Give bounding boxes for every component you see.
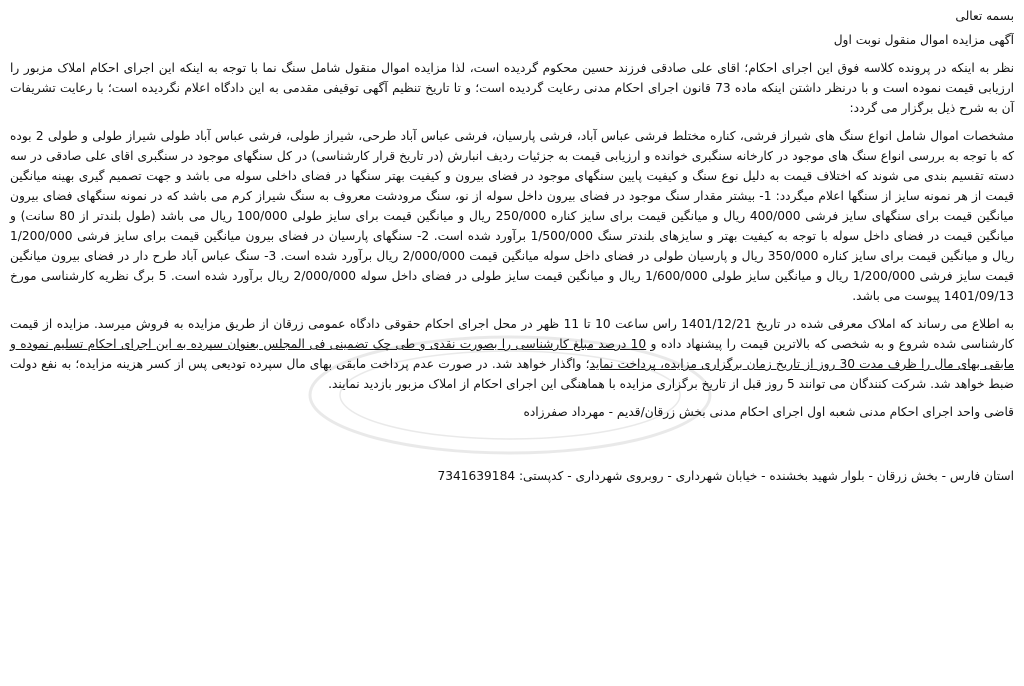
bismillah-heading: بسمه تعالی	[955, 9, 1014, 23]
auction-text-end: ؛ واگذار خواهد شد. در صورت عدم پرداخت مابقی بهای مال سپرده تودیعی پس از کسر هزینه مزایده؛ به نفع دولت ضبط خواهد شد. شرکت کنندگان می توانند 5 روز قبل از تاریخ برگزاری مزایده با هماهنگی این اجرای احکام از املاک مزبور بازدید نمایند.	[10, 357, 1014, 391]
auction-deposit-terms: 10 درصد مبلغ کارشناسی را بصورت نقدی و طی چک تضمینی فی المجلس بعنوان سپرده به این اجرای احکام تسلیم نموده و مابقی بهای مال را ظرف مدت 30 روز از تاریخ زمان برگزاری مزایده، پرداخت نماید	[10, 337, 1014, 371]
intro-paragraph: نظر به اینکه در پرونده کلاسه فوق این اجرای احکام؛ اقای علی صادقی فرزند حسین محکوم گردیده است، لذا مزایده اموال منقول شامل سنگ نما با توجه به اینکه این اجرای احکام املاک مزبور را ارزیابی قیمت نموده است و با درنظر داشتن اینکه ماده 73 قانون اجرای احکام مدنی رعایت گردیده است؛ و تا تاریخ تنظیم آگهی توقیفی مقدمی به این دادگاه اعلام نگردیده است؛ با رعایت تشریفات آن به شرح ذیل برگزار می گردد:	[10, 61, 1014, 115]
auction-paragraph	[10, 314, 1014, 394]
specs-paragraph: مشخصات اموال شامل انواع سنگ های شیراز فرشی، کناره مختلط فرشی عباس آباد، فرشی پارسیان، فرشی عباس آباد طرحی، شیراز طولی، فرشی عباس آباد طولی شیراز طولی و طولی 2 بوده که با توجه به بررسی انواع سنگ های موجود در کارخانه سنگبری خوانده و ارزیابی قیمت به جزئیات ردیف انبارش (در تاریخ قرار کارشناسی) در کل سنگهای موجود در سنگبری اقای علی صادقی در سه دسته تقسیم بندی می شوند که اختلاف قیمت به دلیل نوع سنگ و کیفیت پایین سنگهای موجود در فضای بیرون و کیفیت بهتر سنگها در فضای داخلی سوله می باشد و جهت تصمیم گیری بهینه میانگین قیمت از هر نمونه سایز از سنگها اعلام میگردد: 1- بیشتر مقدار سنگ موجود در فضای بیرون داخل سوله از نو، سنگ مرودشت معروف به سنگ شیراز کرم می باشد که در نمونه سنگهای فضای بیرون میانگین قیمت برای سنگهای سایز فرشی 400/000 ریال و میانگین قیمت برای سایز کناره 250/000 ریال و میانگین قیمت برای سایز طولی 100/000 ریال می باشد (طول بلندتر از 80 سانت) و میانگین قیمت در فضای داخل سوله با توجه به کیفیت بهتر و سایزهای بلندتر سنگ 1/500/000 برآورد شده است. 2- سنگهای پارسیان در فضای بیرون میانگین قیمت برای سایز فرشی 1/200/000 ریال و میانگین قیمت برای سایز کناره 350/000 ریال و پارسیان طولی در فضای داخل سوله میانگین قیمت 2/000/000 ریال برآورد شده است. 3- سنگ عباس آباد طرح دار در فضای بیرون میانگین قیمت سایز فرشی 1/200/000 ریال و میانگین سایز طولی 1/600/000 ریال و میانگین قیمت سایز طولی در فضای داخل سوله 2/000/000 ریال برآورد شده است. 5 برگ نظریه کارشناسی مورخ 1401/09/13 پیوست می باشد.	[10, 129, 1015, 303]
auction-text-start: به اطلاع می رساند که املاک معرفی شده در تاریخ 1401/12/21 راس ساعت 10 تا 11 ظهر در محل اجرای احکام حقوقی دادگاه عمومی زرقان از طریق مزایده به فروش میرسد. مزایده از قیمت کارشناسی شده شروع و به شخصی که بالاترین قیمت را پیشنهاد داده و	[10, 317, 1015, 351]
address-line: استان فارس - بخش زرقان - بلوار شهید بخشنده - خیابان شهرداری - روبروی شهرداری - کدپستی: 7341639184	[437, 469, 1014, 483]
document-title: آگهی مزایده اموال منقول نوبت اول	[833, 33, 1014, 47]
signature-line: قاضی واحد اجرای احکام مدنی شعبه اول اجرای احکام مدنی بخش زرقان/قدیم - مهرداد صفرزاده	[523, 405, 1014, 419]
